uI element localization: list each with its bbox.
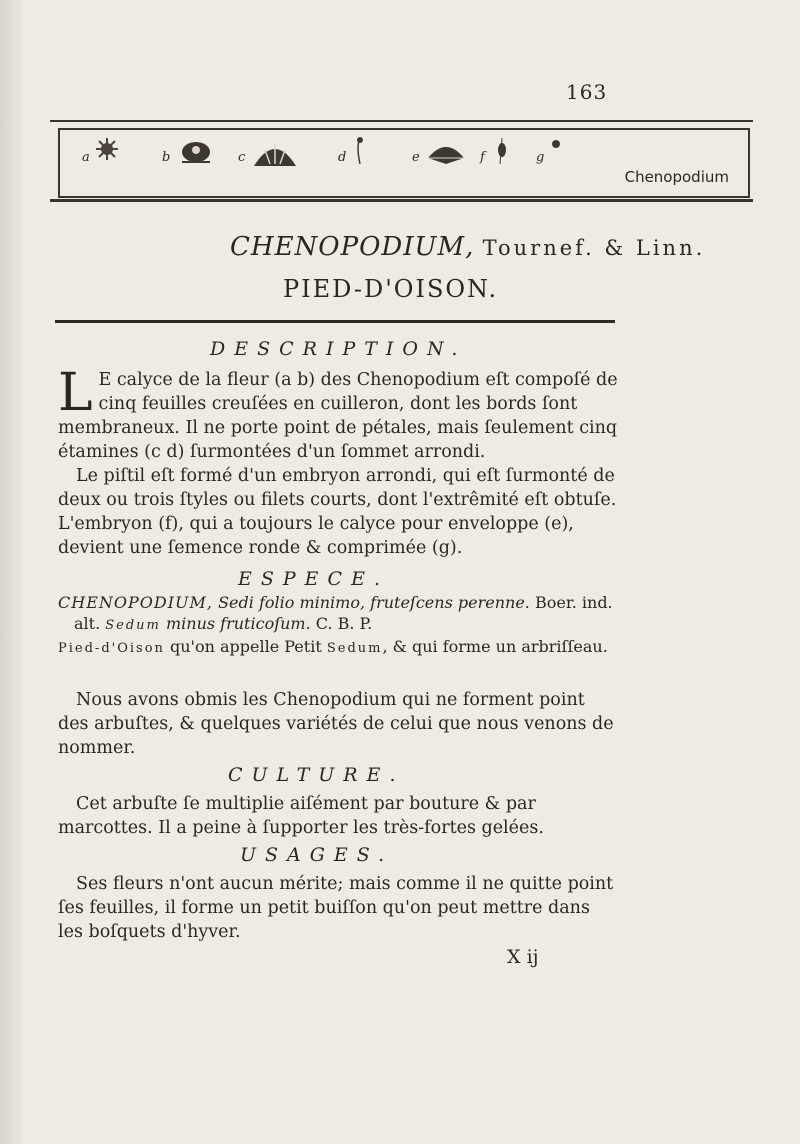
species-line-2: alt. Sedum minus fruticoſum. C. B. P. — [74, 614, 373, 633]
species-line-3: Pied-d'Oison qu'on appelle Petit Sedum, & qui forme un arbriſſeau. — [58, 637, 608, 656]
flower-calyx-icon — [94, 136, 120, 162]
page-number: 163 — [566, 80, 608, 104]
description-paragraph-1: L E calyce de la fleur (a b) des Chenopodium eſt compoſé de cinq feuilles creuſées en cuilleron, dont les bords ſont membraneux. Il ne porte point de pétales, mais ſeulement cinq étamines (c d) ſurmontées d'un ſommet arrondi. — [58, 363, 618, 462]
figure-f: f — [480, 150, 485, 165]
description-text — [58, 363, 618, 560]
enveloped-seed-icon — [424, 136, 468, 166]
species-entry — [58, 592, 628, 659]
figure-b: b — [162, 150, 170, 165]
stamen-flower-icon — [250, 136, 300, 172]
usages-text: Ses fleurs n'ont aucun mérite; mais comme il ne quitte point ſes feuilles, il forme un petit buiſſon qu'on peut mettre dans les boſquets d'hyver. — [58, 874, 614, 942]
figure-d: d — [338, 150, 346, 165]
figure-c: c — [238, 150, 245, 165]
espece-heading: ESPECE. — [238, 568, 389, 590]
figure-g: g — [536, 150, 544, 165]
figure-a: a — [82, 150, 90, 165]
note-text: Nous avons obmis les Chenopodium qui ne forment point des arbuſtes, & quelques variétés de celui que nous venons de nommer. — [58, 690, 614, 758]
culture-text: Cet arbuſte ſe multiplie aiſément par bouture & par marcottes. Il a peine à ſupporter les très-fortes gelées. — [58, 794, 544, 838]
signature-mark: X ij — [507, 946, 539, 968]
page-edge — [0, 0, 22, 1144]
species-line-1: CHENOPODIUM, Sedi folio minimo, fruteſcens perenne. Boer. ind. — [58, 593, 613, 612]
usages-heading: USAGES. — [240, 844, 394, 866]
botanical-plate — [50, 120, 753, 202]
page-title — [230, 232, 705, 262]
stamen-icon — [350, 136, 370, 166]
dropcap: L — [58, 363, 93, 423]
culture-heading: CULTURE. — [228, 764, 405, 786]
flower-bud-icon — [174, 136, 214, 166]
title-divider — [55, 320, 615, 323]
figure-e: e — [412, 150, 420, 165]
description-paragraph-2: Le piſtil eſt formé d'un embryon arrondi, qui eſt ſurmonté de deux ou trois ſtyles ou filets courts, dont l'extrêmité eſt obtuſe. L'embryon (f), qui a toujours le calyce pour enveloppe (e), devient une ſemence ronde & comprimée (g). — [58, 466, 617, 558]
seed-icon — [548, 136, 564, 152]
genus-name: CHENOPODIUM, — [230, 232, 475, 262]
pistil-icon — [492, 136, 512, 166]
authors: Tournef. & Linn. — [482, 236, 706, 260]
common-name: PIED-D'OISON. — [283, 275, 499, 303]
description-heading: DESCRIPTION. — [210, 338, 467, 360]
plate-caption: Chenopodium — [624, 168, 729, 186]
